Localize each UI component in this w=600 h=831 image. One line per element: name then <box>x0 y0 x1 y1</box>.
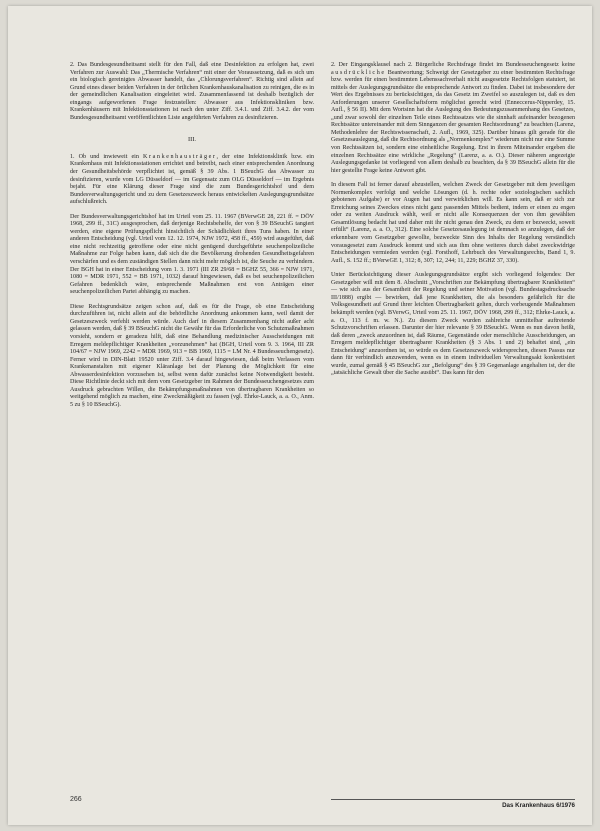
text-run: Beantwortung; Schweigt der Gesetzgeber zu einer bestimmten Rechtsfrage bzw. werden für einen bestimmten Lebenssachverhalt nicht ausgesetzte Rechtsfolgen statuiert, ist mittels der Auslegungsgrundsätze die entsprechende Antwort zu finden. Dabei ist insbesondere der Wert des Ergebnisses zu berücksichtigen, da das Gesetz im Zweifel so auszulegen ist, daß es den Anforderungen unserer Gesellschaftsform möglichst gerecht wird (Enneccerus-Nipperdey, 15. Aufl., § 56 II). Mit dem Wortsinn hat die Auslegung des Bedeutungszusammenhang des Gesetzes, „und zwar sowohl der einzelnen Teile eines Rechtssatzes wie die sinnhaft aufeinander bezogenen Rechtssätze untereinander mit dem Sinnganzen der gesamten Rechtsordnung“ zu beachten (Larenz, Methodenlehre der Rechtswissenschaft, 2. Aufl., 1969, 325). Darüber hinaus gilt gerade für die Gesetzesauslegung, daß die Rechtsordnung als „Normenkomplex“ wiederum nicht nur eine Summe von Rechtssätzen ist, sondern eine einheitliche Regelung. Erst in ihrem Miteinander ergeben die einzelnen Rechtssätze eine wirkliche „Regelung“ (Larenz, a. a. O.). Dieser näheren angezeigte Auslegungsgedanke ist vorliegend von allem deshalb zu beachten, da § 39 BSeuchG allein für die hier gestellte Frage keine Antwort gibt. <box>331 69 575 174</box>
journal-name: Das Krankenhaus 6/1976 <box>502 802 575 809</box>
paragraph: 2. Das Bundesgesundheitsamt stellt für den Fall, daß eine Desinfektion zu erfolgen hat, zwei Verfahren zur Auswahl: Das „Thermische Verfahren“ mit einer der Voraussetzung, daß es sich um ein biologisch gereinigtes Abwasser handelt, das „Chlorungsverfahren“. Richtig sind allein auf Grund eines dieser beiden Verfahren in der örtlichen Krankenhauskanalisation zu reinigen, die es in der gemeindlichen Kanalisation eingeleitet wird. Zusammenfassend ist deshalb bezüglich der eingangs aufgeworfenen Frage festzustellen: Abwasser aus Infektionskliniken bzw. Krankenhäusern mit Infektionsstationen ist nach den unter Ziff. 3.4.1. und Ziff. 3.4.2. der vom Bundesgesundheitsamt veröffentlichten Liste angeführten Verfahren zu desinfizieren. <box>70 62 314 121</box>
paragraph: Unter Berücksichtigung dieser Auslegungsgrundsätze ergibt sich vorliegend folgendes: Der Gesetzgeber will mit dem 8. Abschnitt „Vorschriften zur Bekämpfung übertragbarer Krankheiten“ — wie sich aus der Gesamtheit der Regelung und seiner Motivation (vgl. Bundestagsdrucksache III/1888) ergibt — bewirken, daß jene Krankheiten, die als besonders gefährlich für die Volksgesundheit auf Grund ihrer leichten Übertragbarkeit gelten, durch vorbeugende Maßnahmen bekämpft werden (vgl. BVerwG, Urteil vom 25. 11. 1967, DÖV 1968, 299 ff., 312; Ehrke-Lauck, a. a. O., 113 f. m. w. N.). Zu diesem Zweck wurden zahlreiche unmittelbar auftretende Schutzvorschriften erlassen. Darunter der hier relevante § 39 BSeuchG. Wenn es nun davon heißt, daß deren „zweck anzuordnen ist, daß Räume, Gegenstände oder menschliche Ausscheidungen, an Erregern meldepflichtiger übertragbarer Krankheiten (§ 3 Abs. 1 und 2) behaftet sind, „ein Entscheidung“ anzuordnen ist, so würde es dem Gesetzeszweck widersprechen, diesen Passus nur dann für verbindlich anzuwenden, wenn es in einem individuellen Verwaltungsakt konkretisiert wurde, zumal gemäß § 45 BSeuchG zur „Befolgung“ des § 39 Gegenanlage angehalten ist, der die „tatsächliche Gewalt über die Sache ausübt“. Das kann für den <box>331 272 575 377</box>
page-number: 266 <box>70 796 82 803</box>
document-page <box>8 6 592 825</box>
footer-divider <box>331 799 575 800</box>
left-column <box>70 62 314 416</box>
text-run: 1. Ob und inwieweit ein <box>70 153 143 160</box>
text-run: , der eine Infektionsklinik bzw. ein Krankenhaus mit Infektionsstationen errichtet und betreibt, nach einer entsprechenden Anordnung der Gesundheitsbehörde verpflichtet ist, gemäß § 39 Abs. 1 BSeuchG das Abwasser zu desinfizieren, wurde vom LG Düsseldorf — im Gegensatz zum OLG Düsseldorf — im Ergebnis bejaht. Für eine Klärung dieser Frage sind die zum Bundesgerichtshof und dem Bundesverwaltungsgericht und zu dem Gesetzeszweck heraus entwickelten Auslegungsgrundsätze aufschlußreich. <box>70 153 314 206</box>
right-column <box>331 62 575 385</box>
paragraph: In diesem Fall ist ferner darauf abzustellen, welchen Zweck der Gesetzgeber mit dem jeweiligen Normenkomplex verfolgt und welche Lösungen (d. h. rechte oder soziologischen sachlich gebotenen Aufgabe) er vor Augen hat und verwirklichen will. Es kann sein, daß er sich zur Erreichung seines Zweckes eines nicht ganz passenden Mittels bedient, indem er einen zu engen oder zu weiten Ausdruck wählt, weil er nicht alle Konsequenzen der von ihm gewählten Gesamtlösung bedacht hat und daher mit ihr nicht genau den Zweck, zu dem er bezweckt, soweit erfüllt“ (Larenz, a. a. O., 312). Eine solche Gesetzesauslegung ist demnach so anzulegen, daß der erkennbare vom Gesetzgeber gewollte, bezweckte Sinn des Inhalts der Regelung verständlich vorausgesetzt zum Ausdruck kommt und sich aus ihm ohne weiteres durch dabei zweckwidrige Entscheidungen vermieden werden (vgl. Forsthoff, Lehrbuch des Verwaltungsrechts, Band 1, 9. Aufl., S. 152 ff.; BVerwGE 1, 312; 8, 307; 12, 244; 11, 229; BGHZ 37, 330). <box>331 182 575 264</box>
text-run: 2. Der Eingangsklausel nach 2. Bürgerliche Rechtsfrage findet im Bundesseuchengesetz keine <box>331 62 575 68</box>
emphasized-text: ausdrückliche <box>331 69 386 76</box>
section-heading: III. <box>188 136 196 144</box>
paragraph: Diese Rechtsgrundsätze zeigen schon auf, daß es für die Frage, ob eine Entscheidung durchzuführen ist, nicht allein auf die behördliche Anordnung ankommen kann, weil damit der Gesetzeszweck verfehlt werden würde. Auch darf in diesem Zusammenhang nicht außer acht gelassen werden, daß § 39 BSeuchG nicht die Gewähr für das Erforderliche von Schutzmaßnahmen vorsieht, sondern er geradezu hilft, daß eine Behandlung medizinischer Ausscheidungen mit Erregern meldepflichtiger Krankheiten „vorzunehmen“ hat (BGH, Urteil vom 9. 3. 1964, III ZR 104/67 = NJW 1969, 2242 = MDR 1969, 913 = BB 1969, 1115 = LM Nr. 4 Bundesseuchengesetz). Ferner wird in DIN-Blatt 19520 unter Ziff. 3.4 darauf hingewiesen, daß beim Verlassen vom Krankenanstalten mit eigener Kläranlage bei der Planung die Möglichkeit für eine Abwasserdesinfektion vorzusehen ist, selbst wenn dafür zunächst keine Notwendigkeit besteht. Diese Richtlinie deckt sich mit dem vom Gesetzgeber im Rahmen der Bundesseuchengesetzes zum Ausdruck gebrachten Willen, die Bekämpfungsmaßnahmen von übertragbaren Krankheiten so weitgehend möglich zu machen, eine Zweckmäßigkeit zu fassen (vgl. Ehrke-Lauck, a. a. O., Anm. 5 zu § 10 BSeuchG). <box>70 303 314 408</box>
paragraph <box>331 62 575 175</box>
paragraph <box>70 154 314 207</box>
paragraph: Der Bundesverwaltungsgerichtshof hat im Urteil vom 25. 11. 1967 (BVerwGE 28, 221 ff. = DÖV 1968, 299 ff., 31C) ausgesprochen, daß derjenige Rechtsbehelfe, der von § 39 BSeuchG tangiert werden, eine eigene Prüfungspflicht hinsichtlich der Schädlichkeit ihres Tuns haben. In einer anderen Entscheidung (vgl. Urteil vom 12. 12. 1974, NJW 1972, 458 ff., 459) wird ausgeführt, daß eine nicht rechtzeitig getroffene oder eine nicht genügend durchgeführte seuchenpolizeiliche Maßnahme zur Folge haben kann, daß sich die die Bevölkerung drohenden Gesundheitsgefahren verschärfen und es dem zuständigen Stellen dann nicht mehr möglich ist, die Seuche zu verhindern. Der BGH hat in einer Entscheidung vom 1. 3. 1971 (III ZR 29/68 = BGHZ 55, 366 = NJW 1971, 1080 = MDR 1971, 552 = BB 1971, 1032) darauf hingewiesen, daß es bei seuchenpolizeilichen Gefahren bedenklich wäre, entsprechende Maßnahmen erst von Anträgen einer seuchenpolizeilichen Partei abhängig zu machen. <box>70 213 314 296</box>
emphasized-text: Krankenhausträger <box>142 153 217 160</box>
